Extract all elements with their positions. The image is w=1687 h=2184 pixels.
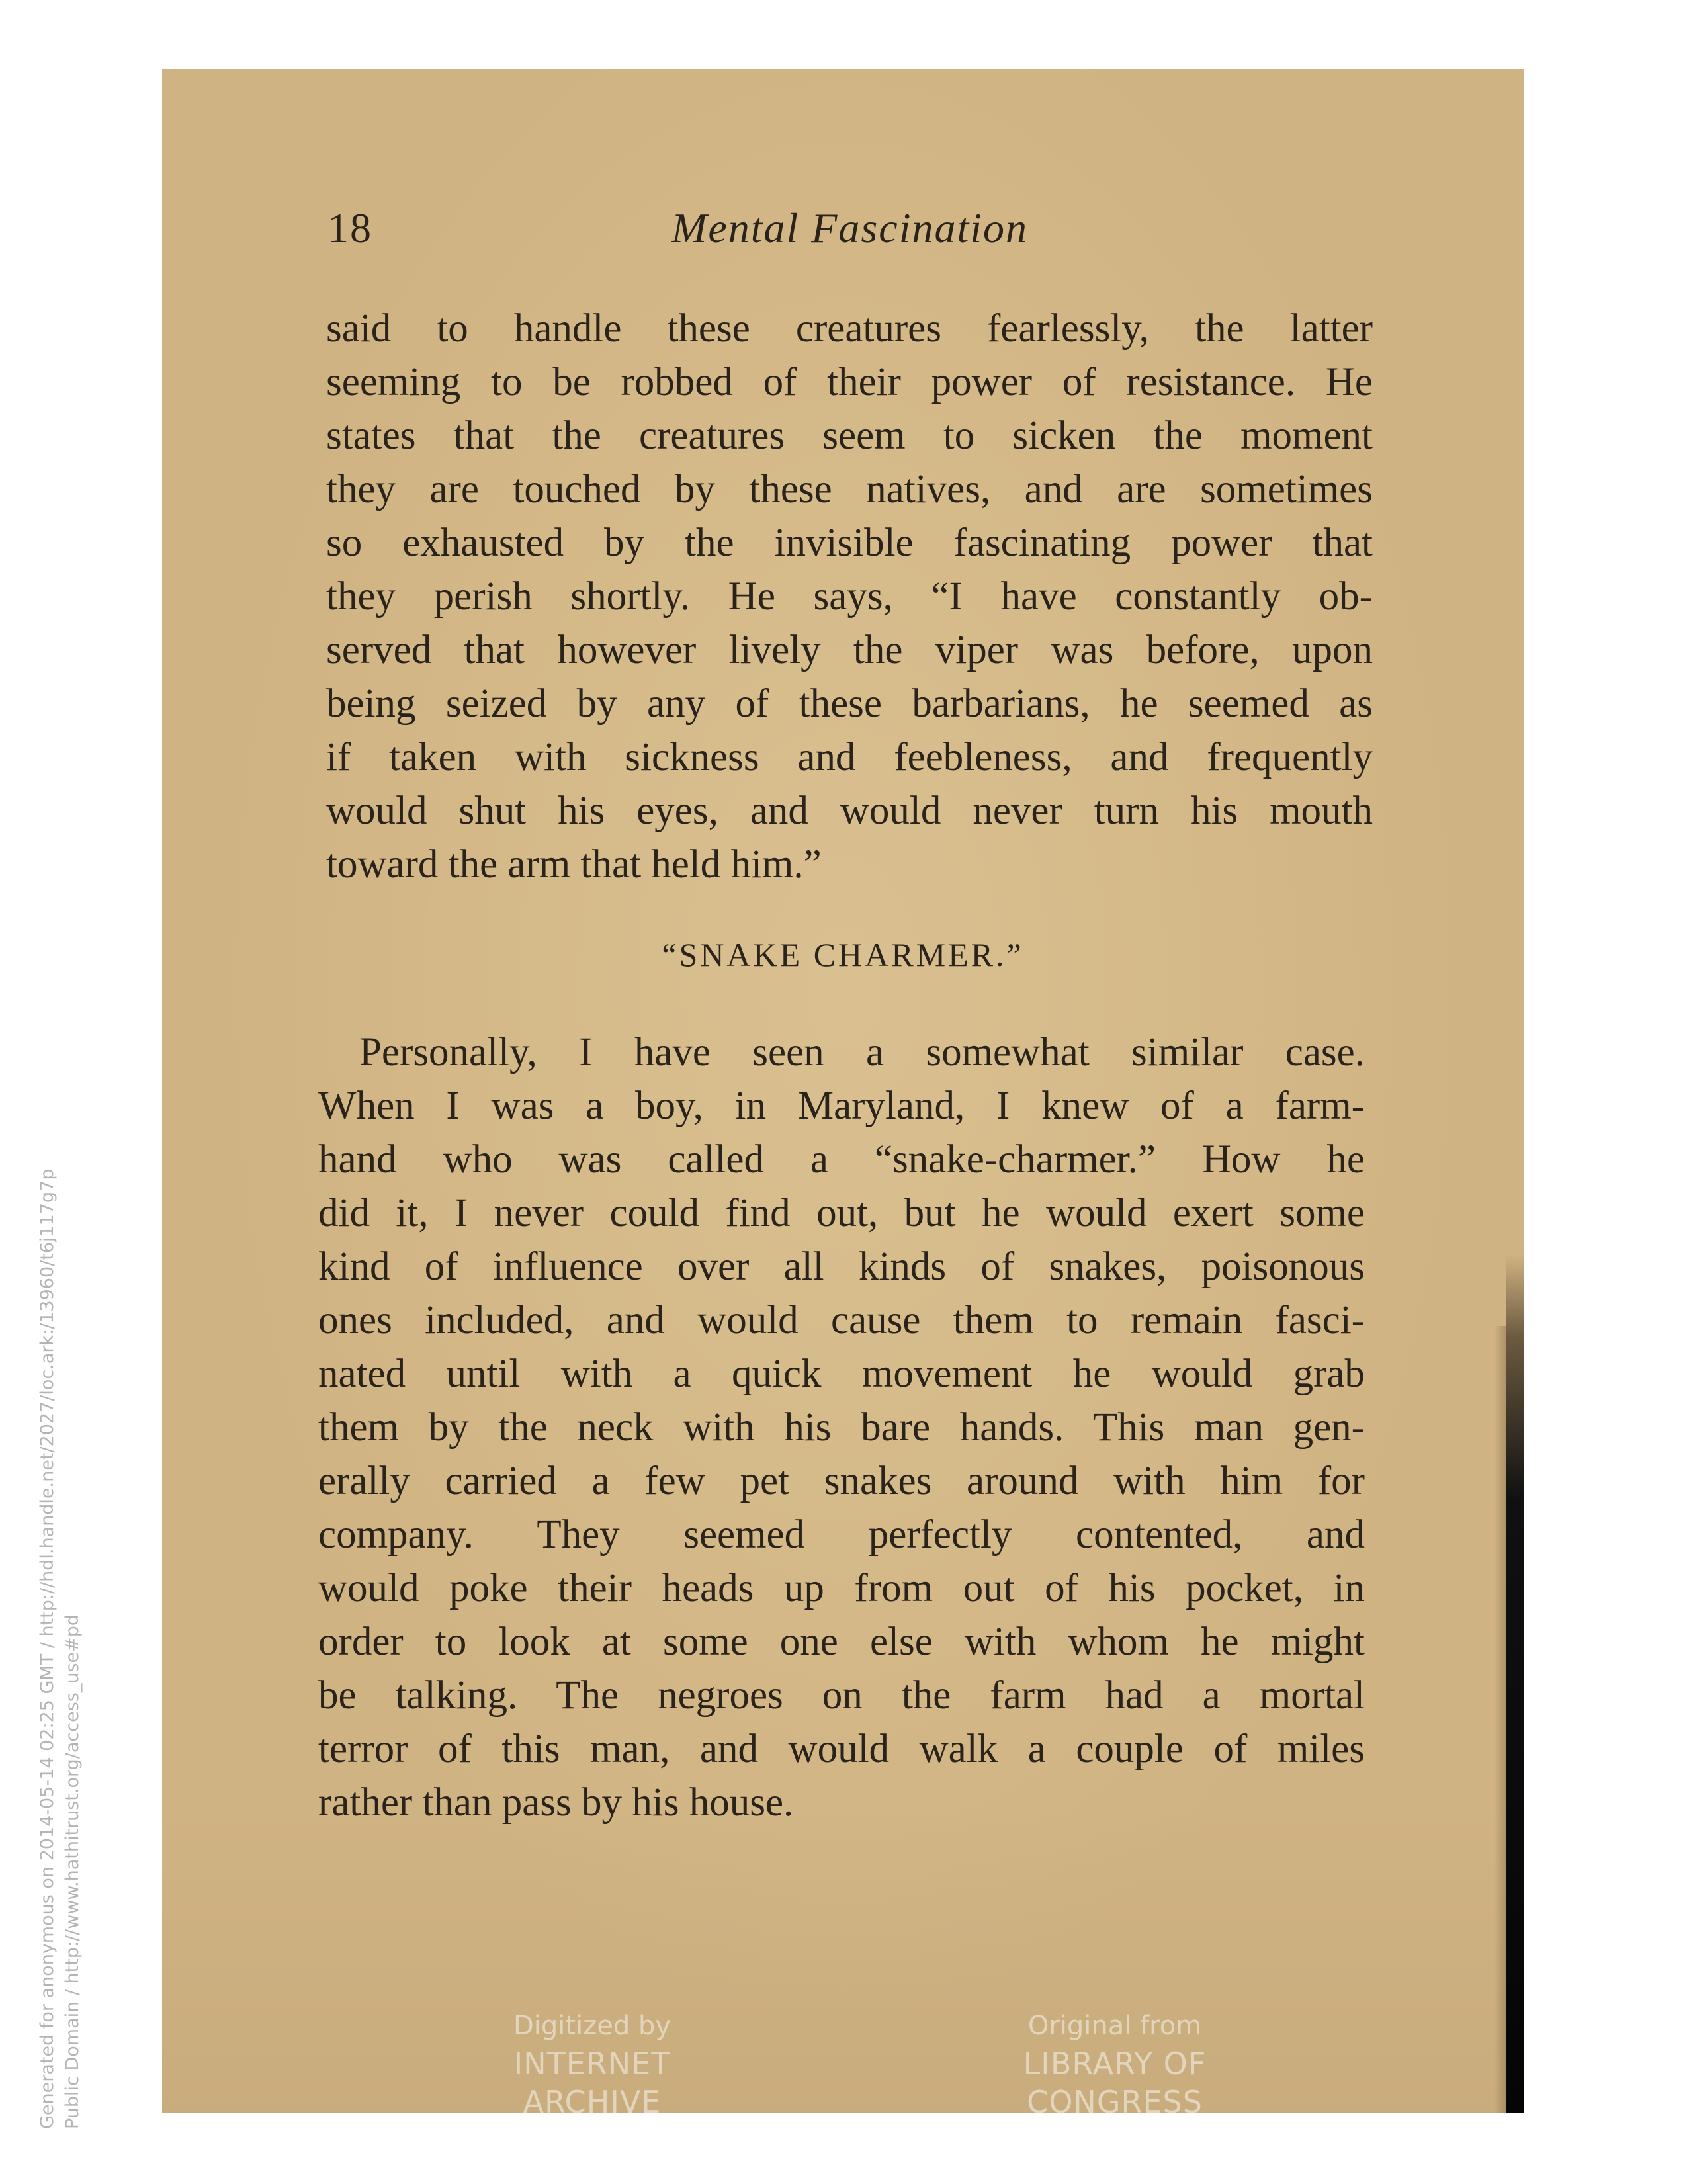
- text-line: they perish shortly. He says, “I have constantly ob-: [326, 574, 1373, 619]
- text-line: would shut his eyes, and would never turn his mouth: [326, 789, 1373, 833]
- text-line: being seized by any of these barbarians, he seemed as: [326, 681, 1373, 726]
- text-line: company. They seemed perfectly contented, and: [318, 1512, 1365, 1557]
- text-line: seeming to be robbed of their power of resistance. He: [326, 360, 1373, 404]
- paragraph-1: [326, 302, 1373, 891]
- text-line: so exhausted by the invisible fascinating power that: [326, 521, 1373, 565]
- text-line: said to handle these creatures fearlessly, the latter: [326, 306, 1373, 351]
- paragraph-2: [318, 1026, 1365, 1829]
- text-line: states that the creatures seem to sicken the moment: [326, 414, 1373, 458]
- text-line: would poke their heads up from out of his pocket, in: [318, 1566, 1365, 1610]
- text-line: rather than pass by his house.: [318, 1780, 794, 1825]
- text-line: order to look at some one else with whom he might: [318, 1620, 1365, 1664]
- book-spine-edge: [1506, 69, 1524, 2113]
- running-title: Mental Fascination: [671, 204, 1029, 251]
- digitized-by-watermark: [440, 2007, 744, 2113]
- text-line: be talking. The negroes on the farm had a mortal: [318, 1673, 1365, 1718]
- public-domain-notice: Public Domain / http://www.hathitrust.org/access_use#pd: [62, 1614, 83, 2129]
- text-line: toward the arm that held him.”: [326, 842, 822, 887]
- text-line: When I was a boy, in Maryland, I knew of a farm-: [318, 1084, 1365, 1128]
- text-line: hand who was called a “snake-charmer.” How he: [318, 1137, 1365, 1182]
- text-line: nated until with a quick movement he would grab: [318, 1352, 1365, 1396]
- digitized-by-label: Digitized by: [513, 2011, 671, 2041]
- access-stamp: [0, 0, 99, 2184]
- text-line: if taken with sickness and feebleness, and frequently: [326, 735, 1373, 779]
- text-line: did it, I never could find out, but he would exert some: [318, 1191, 1365, 1235]
- text-line: Personally, I have seen a somewhat similar case.: [359, 1030, 1365, 1074]
- text-line: served that however lively the viper was before, upon: [326, 628, 1373, 672]
- page-number: 18: [327, 204, 372, 251]
- section-heading: “SNAKE CHARMER.”: [662, 936, 1024, 973]
- text-line: they are touched by these natives, and are sometimes: [326, 467, 1373, 511]
- text-line: kind of influence over all kinds of snakes, poisonous: [318, 1245, 1365, 1289]
- text-line: erally carried a few pet snakes around with him for: [318, 1459, 1365, 1503]
- text-line: them by the neck with his bare hands. This man gen-: [318, 1405, 1365, 1450]
- generated-notice: Generated for anonymous on 2014-05-14 02:25 GMT / http://hdl.handle.net/2027/loc.ark:/13960/t6j117g7p: [37, 1168, 58, 2129]
- original-from-label: Original from: [1027, 2011, 1202, 2041]
- internet-archive-label: INTERNET ARCHIVE: [513, 2046, 671, 2113]
- text-line: terror of this man, and would walk a couple of miles: [318, 1727, 1365, 1771]
- scanned-page: [162, 69, 1524, 2113]
- running-head: [162, 204, 1524, 263]
- text-line: ones included, and would cause them to remain fasci-: [318, 1298, 1365, 1342]
- library-of-congress-label: LIBRARY OF CONGRESS: [1023, 2046, 1207, 2113]
- original-from-watermark: [949, 2007, 1280, 2113]
- spine-shadow: [1494, 1326, 1506, 2113]
